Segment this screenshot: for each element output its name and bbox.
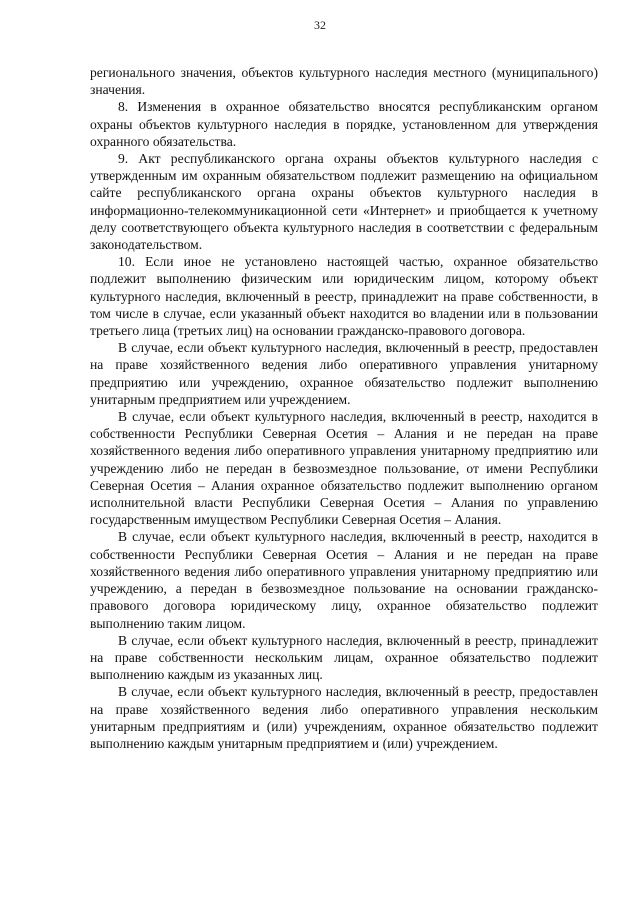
paragraph-item-10: 10. Если иное не установлено настоящей частью, охранное обязательство подлежит выполнению физическим или юридическим лицом, которому объект культурного наследия, включенный в реестр, принадлежит на праве собственности, в том числе в случае, если указанный объект находится во владении или в пользовании третьего лица (третьих лиц) на основании гражданско-правового договора. xyxy=(90,254,598,339)
document-body xyxy=(90,64,598,752)
paragraph-item-9: 9. Акт республиканского органа охраны объектов культурного наследия с утвержденным им охранным обязательством подлежит размещению на официальном сайте республиканского органа охраны объектов культурного наследия в информационно-телекоммуникационной сети «Интернет» и приобщается к учетному делу соответствующего объекта культурного наследия в соответствии с федеральным законодательством. xyxy=(90,151,598,253)
paragraph-case-republic-property: В случае, если объект культурного наследия, включенный в реестр, находится в собственности Республики Северная Осетия – Алания и не передан на праве хозяйственного ведения либо оперативного управления унитарному предприятию или учреждению либо не передан в безвозмездное пользование, от имени Республики Северная Осетия – Алания охранное обязательство подлежит выполнению органом исполнительной власти Республики Северная Осетия – Алания по управлению государственным имуществом Республики Северная Осетия – Алания. xyxy=(90,409,598,528)
page-number: 32 xyxy=(314,18,326,32)
paragraph-continuation: регионального значения, объектов культурного наследия местного (муниципального) значения. xyxy=(90,65,598,98)
paragraph-item-8: 8. Изменения в охранное обязательство вносятся республиканским органом охраны объектов культурного наследия в порядке, установленном для утверждения охранного обязательства. xyxy=(90,99,598,149)
paragraph-case-several-enterprises: В случае, если объект культурного наследия, включенный в реестр, предоставлен на праве хозяйственного ведения либо оперативного управления нескольким унитарным предприятиям и (или) учреждениям, охранное обязательство подлежит выполнению каждым унитарным предприятием и (или) учреждением. xyxy=(90,684,598,751)
paragraph-case-free-use: В случае, если объект культурного наследия, включенный в реестр, находится в собственности Республики Северная Осетия – Алания и не передан на праве хозяйственного ведения либо оперативного управления унитарному предприятию или учреждению, а передан в безвозмездное пользование на основании гражданско-правового договора юридическому лицу, охранное обязательство подлежит выполнению таким лицом. xyxy=(90,529,598,631)
paragraph-case-economic-management: В случае, если объект культурного наследия, включенный в реестр, предоставлен на праве хозяйственного ведения либо оперативного управления унитарному предприятию или учреждению, охранное обязательство подлежит выполнению унитарным предприятием или учреждением. xyxy=(90,340,598,407)
paragraph-case-several-owners: В случае, если объект культурного наследия, включенный в реестр, принадлежит на праве собственности нескольким лицам, охранное обязательство подлежит выполнению каждым из указанных лиц. xyxy=(90,632,598,683)
